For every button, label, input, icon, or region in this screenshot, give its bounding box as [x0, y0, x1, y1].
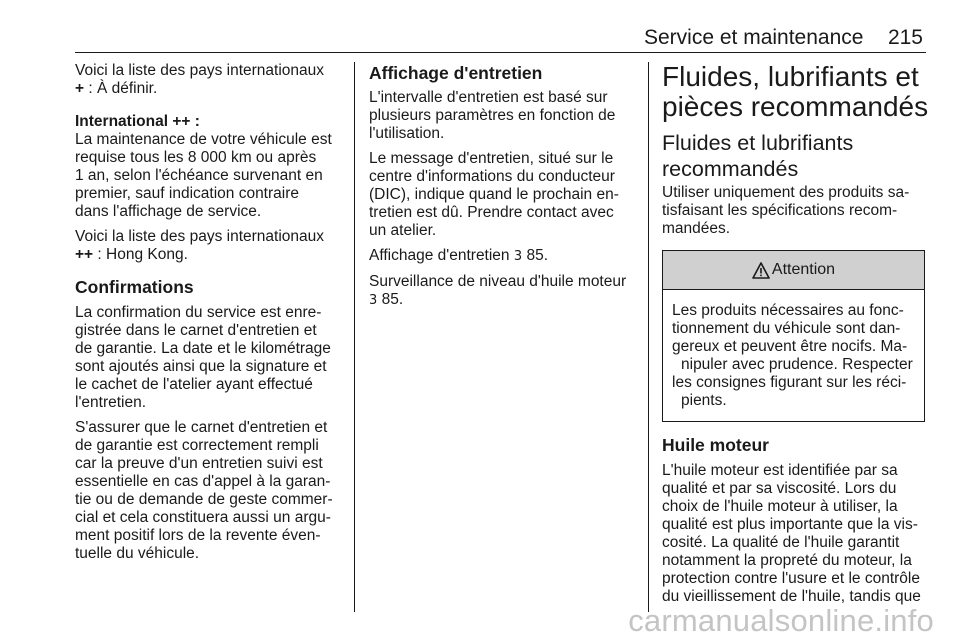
- confirmations-paragraph-1: [75, 304, 347, 412]
- column-1: [75, 62, 347, 563]
- text-line: pients.: [681, 392, 727, 409]
- page-ref-arrow-icon: 3: [369, 293, 378, 308]
- text-line: Les produits nécessaires au fonc-: [672, 302, 904, 319]
- plus-definition: : À définir.: [84, 80, 158, 97]
- reference-text: Affichage d'entretien: [369, 247, 514, 264]
- intro-paragraph: [662, 184, 926, 238]
- engine-oil-heading: Huile moteur: [662, 435, 769, 455]
- text-line: le cachet de l'atelier ayant effectué: [75, 376, 313, 393]
- text-line: notamment la propreté du moteur, la: [662, 552, 912, 569]
- reference-text: Surveillance de niveau d'huile moteur: [369, 273, 627, 290]
- cross-reference-oil-level[interactable]: [369, 273, 635, 310]
- engine-oil-paragraph: [662, 462, 926, 606]
- section-subtitle: [662, 130, 926, 182]
- text-line: sont ajoutés ainsi que la signature et: [75, 358, 327, 375]
- cross-reference-service-display[interactable]: Affichage d'entretien 3 85.: [369, 247, 549, 264]
- warning-text: [663, 290, 924, 421]
- chapter-title-line: Fluides, lubrifiants et: [662, 61, 919, 92]
- column-2: [369, 62, 635, 310]
- text-line: un atelier.: [369, 222, 437, 239]
- column-divider-2: [648, 62, 649, 612]
- text-line: L'huile moteur est identifiée par sa: [662, 462, 898, 479]
- text-line: cial et cela constituera aussi un argu-: [75, 509, 331, 526]
- text-line: tretien est dû. Prendre contact avec: [369, 204, 614, 221]
- text-line: La confirmation du service est enre-: [75, 304, 322, 321]
- column-divider-1: [354, 62, 355, 612]
- international-heading: International ++ :: [75, 113, 200, 130]
- chapter-title-line: pièces recommandés: [662, 91, 929, 122]
- text-line: tie ou de demande de geste commer-: [75, 491, 333, 508]
- chapter-title: [662, 61, 929, 122]
- text-line: mandées.: [662, 220, 731, 237]
- subtitle-line: recommandés: [662, 157, 799, 181]
- text-line: qualité et par sa viscosité. Lors du: [662, 480, 897, 497]
- service-paragraph-2: [369, 150, 635, 240]
- text-line: essentielle en cas d'appel à la garan-: [75, 473, 331, 490]
- text-line: 1 an, selon l'échéance survenant en: [75, 167, 323, 184]
- warning-label: Attention: [771, 261, 836, 278]
- text-line: car la preuve d'un entretien suivi est: [75, 455, 323, 472]
- text-line: l'entretien.: [75, 394, 147, 411]
- double-plus-symbol: ++: [75, 246, 94, 263]
- text-line: ment positif lors de la revente éven-: [75, 527, 321, 544]
- intro-line: Voici la liste des pays internationaux: [75, 62, 325, 79]
- column-3: [662, 61, 929, 606]
- text-line: tionnement du véhicule sont dan-: [672, 320, 901, 337]
- text-line: tisfaisant les spécifications recom-: [662, 202, 898, 219]
- list2-plus-line: [75, 246, 347, 264]
- text-line: nipuler avec prudence. Respecter: [681, 356, 913, 373]
- text-line: plusieurs paramètres en fonction de: [369, 107, 616, 124]
- page-ref-arrow-icon: 3: [513, 249, 523, 264]
- warning-box: [662, 250, 925, 422]
- text-line: choix de l'huile moteur à utiliser, la: [662, 498, 898, 515]
- page-number: 215: [887, 26, 923, 49]
- text-line: gistrée dans le carnet d'entretien et: [75, 322, 317, 339]
- text-line: Utiliser uniquement des produits sa-: [662, 184, 910, 201]
- text-line: cosité. La qualité de l'huile garantit: [662, 534, 900, 551]
- text-line: tuelle du véhicule.: [75, 545, 200, 562]
- text-line: qualité est plus importante que la vis-: [662, 516, 918, 533]
- text-line: centre d'informations du conducteur: [369, 168, 615, 185]
- reference-page-line: 3 85.: [369, 291, 404, 308]
- service-display-heading: Affichage d'entretien: [369, 63, 543, 83]
- text-line: l'utilisation.: [369, 125, 445, 142]
- reference-page: 85: [381, 291, 399, 308]
- text-line: protection contre l'usure et le contrôle: [662, 570, 920, 587]
- text-line: L'intervalle d'entretien est basé sur: [369, 89, 608, 106]
- text-line: Le message d'entretien, situé sur le: [369, 150, 614, 167]
- international-paragraph: [75, 131, 347, 221]
- text-line: les consignes figurant sur les réci-: [672, 374, 907, 391]
- text-line: La maintenance de votre véhicule est: [75, 131, 332, 148]
- section-title: Service et maintenance: [644, 26, 864, 49]
- page-header: [75, 22, 926, 53]
- reference-page: 85: [526, 247, 544, 264]
- intro-plus-line: [75, 80, 347, 98]
- text-line: du vieillissement de l'huile, tandis que: [662, 588, 921, 605]
- text-line: premier, sauf indication contraire: [75, 185, 300, 202]
- text-line: dans l'affichage de service.: [75, 203, 262, 220]
- list2-line: Voici la liste des pays internationaux: [75, 228, 325, 245]
- warning-header: [663, 251, 924, 290]
- watermark: carmanualsonline.info: [628, 603, 934, 638]
- plus-symbol: +: [75, 80, 85, 97]
- confirmations-paragraph-2: [75, 419, 347, 563]
- confirmations-heading: Confirmations: [75, 277, 194, 297]
- text-line: requise tous les 8 000 km ou après: [75, 149, 317, 166]
- text-line: gereux et peuvent être nocifs. Ma-: [672, 338, 908, 355]
- text-line: (DIC), indique quand le prochain en-: [369, 186, 619, 203]
- text-line: de garantie est correctement rempli: [75, 437, 319, 454]
- text-line: de garantie. La date et le kilométrage: [75, 340, 331, 357]
- text-line: S'assurer que le carnet d'entretien et: [75, 419, 328, 436]
- service-paragraph-1: [369, 89, 635, 143]
- warning-triangle-icon: [752, 262, 770, 279]
- subtitle-line: Fluides et lubrifiants: [662, 131, 854, 155]
- double-plus-definition: : Hong Kong.: [93, 246, 188, 263]
